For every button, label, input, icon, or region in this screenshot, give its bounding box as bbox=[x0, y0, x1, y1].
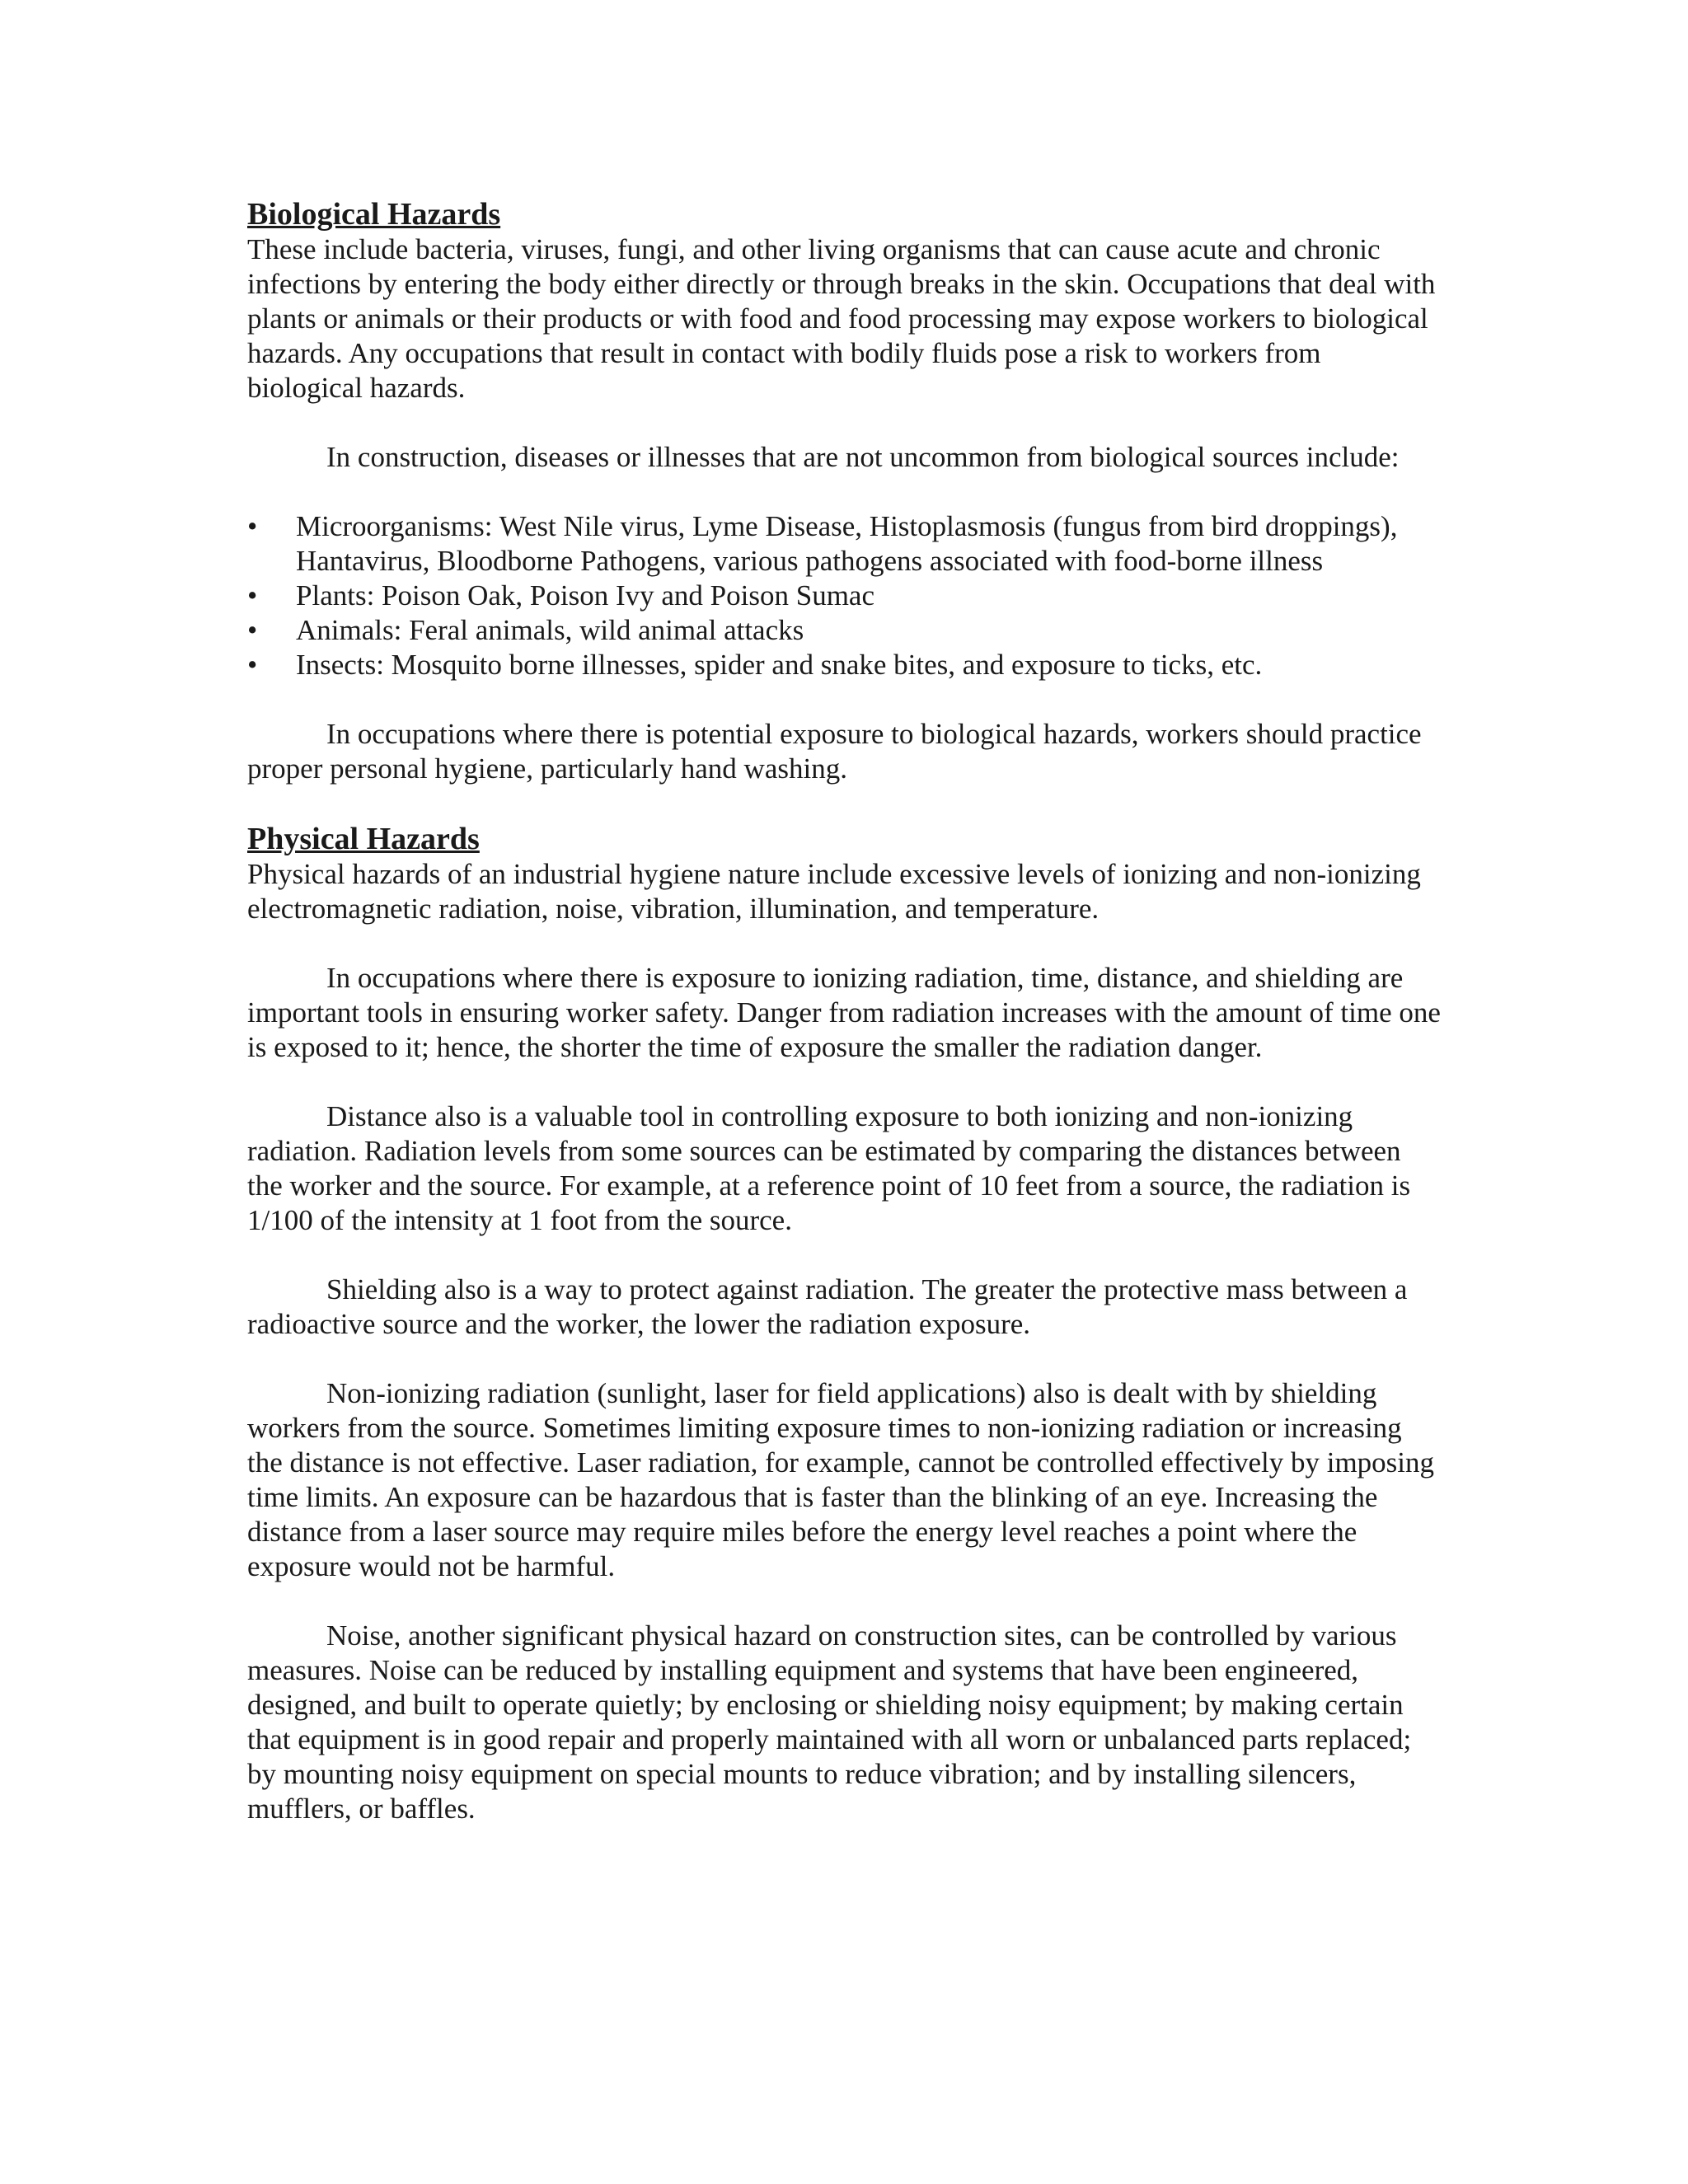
bullet-icon: • bbox=[247, 579, 258, 612]
biological-sources-list bbox=[247, 509, 1442, 682]
list-item bbox=[247, 509, 1442, 579]
document-page bbox=[247, 196, 1442, 1861]
list-item bbox=[247, 648, 1442, 682]
hygiene-paragraph: In occupations where there is potential exposure to biological hazards, workers should practice proper personal hygiene, particularly hand washing. bbox=[247, 718, 1422, 785]
section-biological-hazards bbox=[247, 196, 1442, 786]
biological-intro-paragraph: These include bacteria, viruses, fungi, and other living organisms that can cause acute and chronic infections by entering the body either directly or through breaks in the skin. Occupations that deal with plants or animals or their products or with food and food processing may expose workers to biological hazards. Any occupations that result in contact with bodily fluids pose a risk to workers from biological hazards. bbox=[247, 233, 1436, 404]
ionizing-radiation-paragraph: In occupations where there is exposure to ionizing radiation, time, distance, and shielding are important tools in ensuring worker safety. Danger from radiation increases with the amount of time one is exposed to it; hence, the shorter the time of exposure the smaller the radiation danger. bbox=[247, 962, 1441, 1063]
list-item-text: Insects: Mosquito borne illnesses, spider and snake bites, and exposure to ticks, etc. bbox=[296, 649, 1263, 681]
bullet-icon: • bbox=[247, 614, 258, 646]
list-item-text: Animals: Feral animals, wild animal attacks bbox=[296, 614, 804, 646]
section-physical-hazards bbox=[247, 821, 1442, 1826]
bullet-icon: • bbox=[247, 649, 258, 681]
list-item bbox=[247, 613, 1442, 648]
list-item-text: Plants: Poison Oak, Poison Ivy and Poison Sumac bbox=[296, 579, 874, 612]
non-ionizing-radiation-paragraph: Non-ionizing radiation (sunlight, laser for field applications) also is dealt with by shielding workers from the source. Sometimes limiting exposure times to non-ionizing radiation or increasing the distance is not effective. Laser radiation, for example, cannot be controlled effectively by imposing time limits. An exposure can be hazardous that is faster than the blinking of an eye. Increasing the distance from a laser source may require miles before the energy level reaches a point where the exposure would not be harmful. bbox=[247, 1377, 1435, 1582]
distance-paragraph: Distance also is a valuable tool in controlling exposure to both ionizing and non-ionizing radiation. Radiation levels from some sources can be estimated by comparing the distances between the worker and the source. For example, at a reference point of 10 feet from a source, the radiation is 1/100 of the intensity at 1 foot from the source. bbox=[247, 1100, 1411, 1236]
noise-paragraph: Noise, another significant physical hazard on construction sites, can be controlled by various measures. Noise can be reduced by installing equipment and systems that have been engineered, designed, and built to operate quietly; by enclosing or shielding noisy equipment; by making certain that equipment is in good repair and properly maintained with all worn or unbalanced parts replaced; by mounting noisy equipment on special mounts to reduce vibration; and by installing silencers, mufflers, or baffles. bbox=[247, 1619, 1412, 1825]
shielding-paragraph: Shielding also is a way to protect against radiation. The greater the protective mass between a radioactive source and the worker, the lower the radiation exposure. bbox=[247, 1273, 1408, 1340]
bullet-icon: • bbox=[247, 510, 258, 542]
physical-hazards-heading: Physical Hazards bbox=[247, 822, 480, 856]
list-item bbox=[247, 579, 1442, 613]
physical-intro-paragraph: Physical hazards of an industrial hygiene nature include excessive levels of ionizing and non-ionizing electromagnetic radiation, noise, vibration, illumination, and temperature. bbox=[247, 858, 1421, 925]
list-item-text: Microorganisms: West Nile virus, Lyme Disease, Histoplasmosis (fungus from bird droppings), Hantavirus, Bloodborne Pathogens, various pathogens associated with food-borne illness bbox=[296, 510, 1398, 577]
biological-hazards-heading: Biological Hazards bbox=[247, 197, 501, 232]
construction-intro-paragraph: In construction, diseases or illnesses that are not uncommon from biological sources include: bbox=[326, 441, 1400, 473]
